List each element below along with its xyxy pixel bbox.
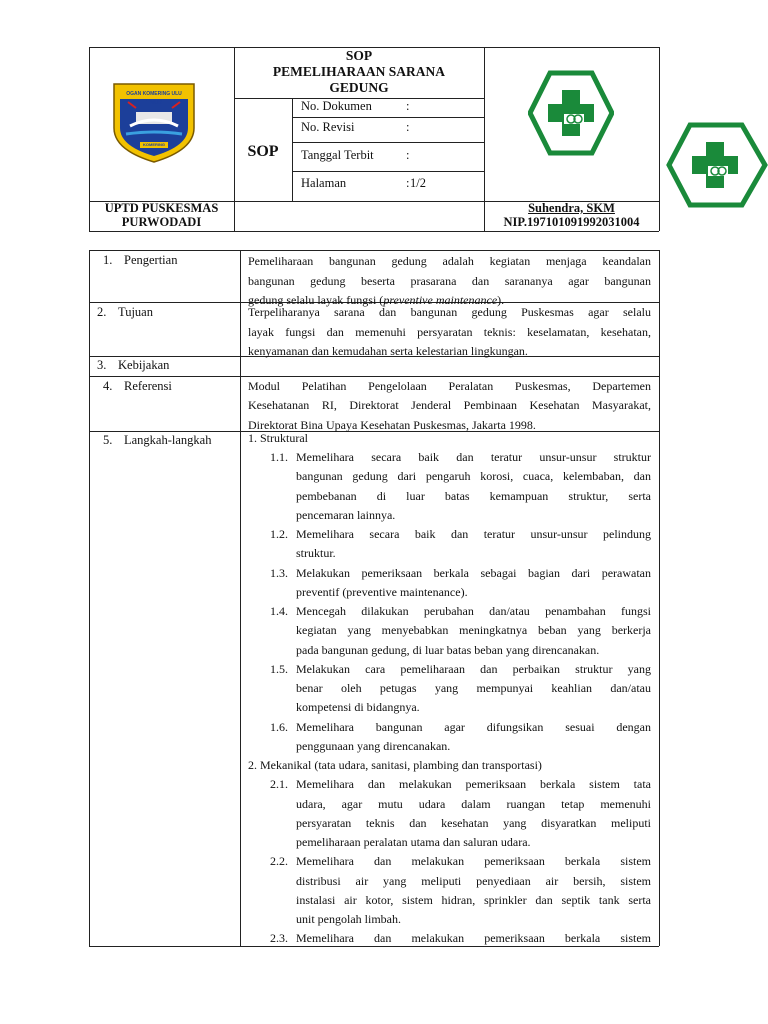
step-text: benar oleh petugas yang mempunyai keahlian dan/atau [296, 681, 651, 695]
field-label-halaman: Halaman [301, 176, 347, 190]
field-label-tanggal-terbit: Tanggal Terbit [301, 148, 374, 162]
step-text: kegiatan yang menyebabkan meningkatnya beban yang berkerja [296, 623, 651, 637]
pengertian-line: Pemeliharaan bangunan gedung adalah kegiatan menjaga keandalan [248, 254, 651, 268]
section-num-3: 3. [97, 358, 107, 372]
step-text: kompetensi di bidangnya. [296, 700, 420, 714]
section-num-5: 5. [103, 433, 113, 447]
step-text: pemeliharaan peralatan utama dan saluran udara. [296, 835, 531, 849]
pengertian-line: bangunan gedung beserta prasarana dan sarananya agar bangunan [248, 274, 651, 288]
referensi-line: Modul Pelatihan Pengelolaan Peralatan Puskesmas, Departemen [248, 379, 651, 393]
step-text: pencemaran lainnya. [296, 508, 396, 522]
tujuan-line: layak fungsi dan memenuhi persyaratan teknis: keselamatan, kesehatan, [248, 325, 651, 339]
title-line2: PEMELIHARAAN SARANA [272, 64, 446, 79]
signer-name: Suhendra, SKM [528, 201, 615, 215]
step-text: Melakukan pemeriksaan berkala sebagai bagian dari perawatan [296, 566, 651, 580]
step-text: penggunaan yang direncanakan. [296, 739, 451, 753]
section-num-2: 2. [97, 305, 107, 319]
field-value-halaman: 1/2 [410, 176, 426, 190]
step-text: udara, agar mutu udara dalam ruangan tetap memenuhi [296, 797, 651, 811]
step-text: struktur. [296, 546, 336, 560]
section-label-tujuan: Tujuan [118, 305, 153, 319]
org-name-line1: UPTD PUSKESMAS [104, 201, 219, 215]
step-text: Memelihara dan melakukan pemeriksaan berkala sistem tata [296, 777, 651, 791]
step-heading-struktural: 1. Struktural [248, 431, 308, 445]
step-text: bangunan gedung dari pengaruh korosi, cuaca, kelembaban, dan [296, 469, 651, 483]
step-text: Memelihara secara baik dan teratur unsur-unsur struktur [296, 450, 651, 464]
step-text: pada bangunan gedung, di luar batas beban yang direncanakan. [296, 643, 600, 657]
puskesmas-logo [528, 70, 614, 156]
field-sep-no-revisi: : [406, 120, 410, 134]
org-name-line2: PURWODADI [121, 215, 202, 229]
step-num-1-2: 1.2. [270, 527, 288, 541]
emblem-top-text: OGAN KOMERING ULU TIMUR [126, 91, 182, 106]
step-num-2-3: 2.3. [270, 931, 288, 945]
step-text: Memelihara dan melakukan pemeriksaan berkala sistem [296, 931, 651, 945]
section-label-pengertian: Pengertian [124, 253, 178, 267]
step-text: preventif (preventive maintenance). [296, 585, 468, 599]
step-num-1-6: 1.6. [270, 720, 288, 734]
regency-emblem [106, 76, 202, 166]
step-text: distribusi air yang meliputi penyediaan air bersih, sistem [296, 874, 651, 888]
field-label-no-revisi: No. Revisi [301, 120, 355, 134]
step-text: Memelihara dan melakukan pemeriksaan berkala sistem [296, 854, 651, 868]
step-text: pembebanan di luar batas kemampuan struktur, serta [296, 489, 651, 503]
step-num-2-1: 2.1. [270, 777, 288, 791]
section-label-referensi: Referensi [124, 379, 172, 393]
field-sep-halaman: : [406, 176, 410, 190]
step-num-1-1: 1.1. [270, 450, 288, 464]
emblem-bottom-text: KOMERING SEBALUN [143, 142, 165, 154]
section-num-1: 1. [103, 253, 113, 267]
step-text: Memelihara bangunan agar difungsikan sesuai dengan [296, 720, 651, 734]
tujuan-line: Terpeliharanya sarana dan bangunan gedung Puskesmas agar selalu [248, 305, 651, 319]
field-sep-no-dokumen: : [406, 99, 410, 113]
title-line3: GEDUNG [329, 80, 389, 95]
step-num-1-3: 1.3. [270, 566, 288, 580]
step-text: Memelihara secara baik dan teratur unsur-unsur pelindung [296, 527, 651, 541]
tujuan-line: kenyamanan dan kemudahan serta kelestarian lingkungan. [248, 344, 528, 358]
step-num-1-5: 1.5. [270, 662, 288, 676]
title-line1: SOP [345, 48, 373, 63]
sop-label: SOP [247, 143, 279, 160]
section-label-langkah: Langkah-langkah [124, 433, 212, 447]
step-text: instalasi air kotor, sistem hidran, sprinkler dan septik tank serta [296, 893, 651, 907]
referensi-line: Kesehatanan RI, Direktorat Jenderal Pembinaan Kesehatan Masyarakat, [248, 398, 651, 412]
step-text: persyaratan teknis dan kesehatan yang disyaratkan meliputi [296, 816, 651, 830]
step-heading-mekanikal: 2. Mekanikal (tata udara, sanitasi, plambing dan transportasi) [248, 758, 542, 772]
step-text: unit pengolah limbah. [296, 912, 401, 926]
step-text: Melakukan cara pemeliharaan dan perbaikan struktur yang [296, 662, 651, 676]
field-sep-tanggal-terbit: : [406, 148, 410, 162]
step-num-2-2: 2.2. [270, 854, 288, 868]
puskesmas-logo-secondary [666, 122, 768, 208]
step-num-1-4: 1.4. [270, 604, 288, 618]
section-num-4: 4. [103, 379, 113, 393]
signer-nip: NIP.197101091992031004 [503, 215, 640, 229]
referensi-line: Direktorat Bina Upaya Kesehatan Puskesmas, Jakarta 1998. [248, 418, 536, 432]
section-label-kebijakan: Kebijakan [118, 358, 170, 372]
pengertian-line: gedung selalu layak fungsi (preventive maintenance). [248, 293, 505, 307]
step-text: Mencegah dilakukan perubahan dan/atau penambahan fungsi [296, 604, 651, 618]
field-label-no-dokumen: No. Dokumen [301, 99, 372, 113]
